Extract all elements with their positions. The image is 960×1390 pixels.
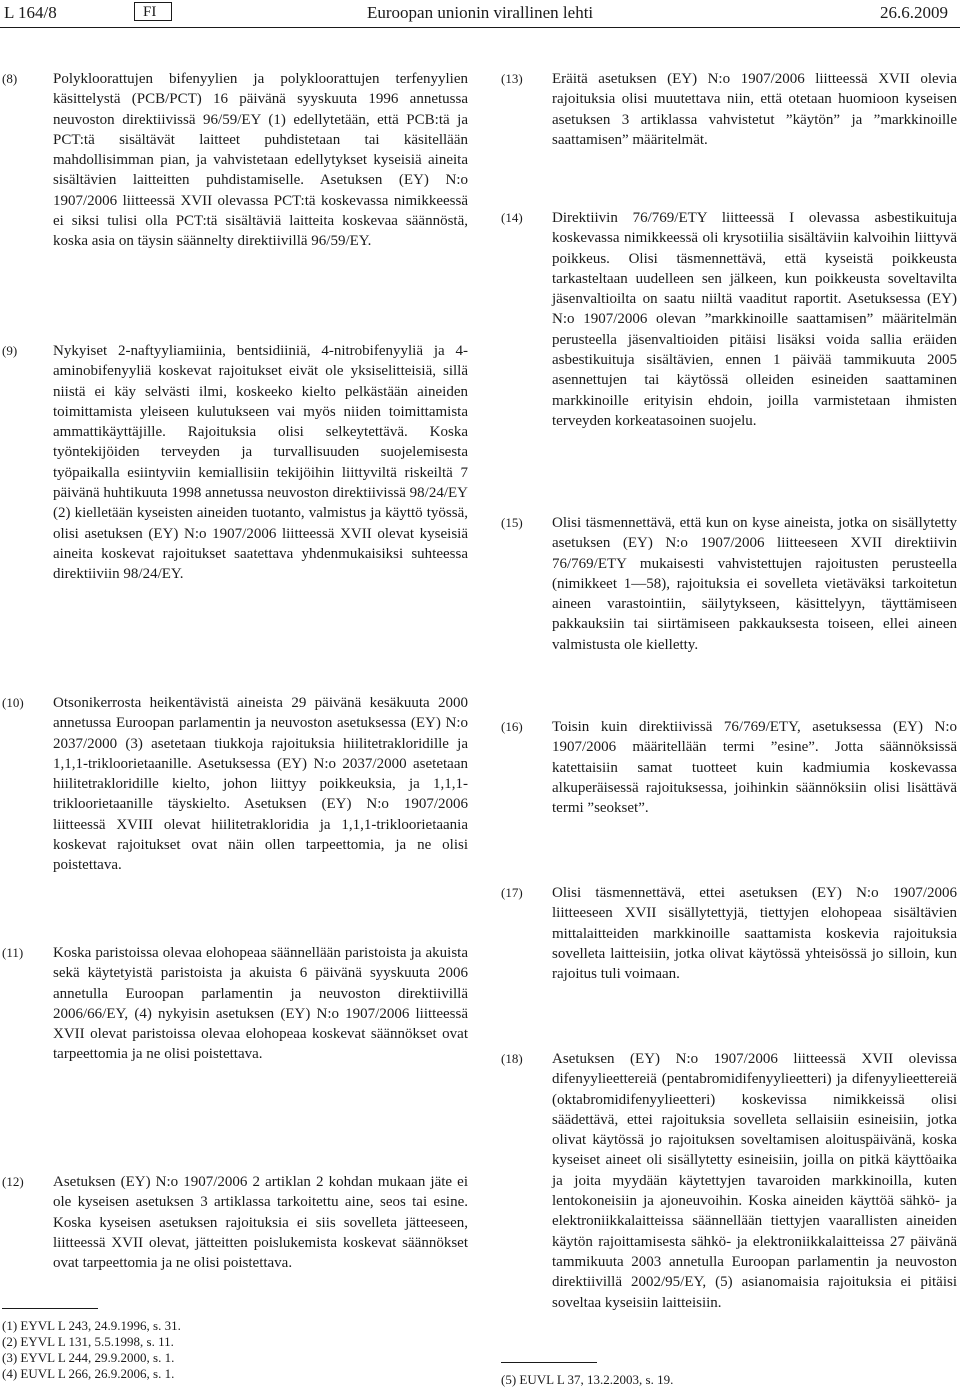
recital-number: (16) <box>501 719 523 734</box>
footnote-rule <box>501 1362 597 1363</box>
language-badge: FI <box>134 2 172 21</box>
recital-text: Nykyiset 2-naftyyliamiinia, bentsidiiniä, 4-nitrobifenyyliä ja 4-aminobifenyyliä koskevat rajoitukset eivät ole yksiselitteisiä, sillä niistä ei käy selvästi ilmi, koskeeko kielto pelkästään aineiden toimittamista yleiseen kulutukseen vai myös niiden toimittamista ammattikäyttäjille. Rajoituksia olisi selkeytettävä. Koska työntekijöiden terveyden ja turvallisuuden suojelemisesta työpaikalla esiintyviin kemiallisiin tekijöihin liittyviltä riskeiltä 7 päivänä huhtikuuta 1998 annetussa neuvoston direktiivissä 98/24/EY (2) kielletään kyseisten aineiden tuotanto, valmistus ja käyttö työssä, olisi asetuksen (EY) N:o 1907/2006 liitteessä XVII olevat kyseisiä aineita koskevat rajoitukset saatettava yhdenmukaisiksi suhteessa direktiiviin 98/24/EY. <box>53 343 468 583</box>
series-page: L 164/8 <box>4 3 57 22</box>
recital-text: Direktiivin 76/769/ETY liitteessä I olevassa asbestikuituja koskevassa nimikkeessä oli krysotiilia sisältäviin kalvoihin liittyvä poikkeus. Olisi täsmennettävä, että kyseistä poikkeusta tarkasteltaan uudelleen sen jälkeen, kun poikkeusta soveltavilta jäsenvaltioilta on saatu niiltä vaaditut raportit. Asetuksessa (EY) N:o 1907/2006 olevan ”markkinoille saattamisen” määritelmän perusteella jäsenvaltioiden pitäisi lisäksi voida sallia eräiden asbestikuituja sisältävien, ennen 1 päivää tammikuuta 2005 asennettujen tai käytössä olleiden esineiden saattaminen markkinoille erityisin ehdoin, joilla varmistetaan ihmisten terveyden korkeatasoinen suojelu. <box>552 210 957 429</box>
recital-number: (9) <box>2 343 18 358</box>
recital-text: Otsonikerrosta heikentävistä aineista 29 päivänä kesäkuuta 2000 annetussa Euroopan parlamentin ja neuvoston asetuksessa (EY) N:o 2037/2000 (3) asetetaan tiukkoja rajoituksia hiilitetrakloridille ja 1,1,1-trikloorietaanille. Asetuksessa (EY) N:o 2037/2000 asetetaan hiilitetrakloridille kielto, johon liittyy poikkeuksia, ja 1,1,1-trikloorietaanille täyskielto. Asetuksen (EY) N:o 1907/2006 liitteessä XVIII olevat hiilitetrakloridia ja 1,1,1-trikloorietaania koskevat rajoitukset ovat näin ollen tarpeettomia, ja ne olisi poistettava. <box>53 695 468 874</box>
journal-title: Euroopan unionin virallinen lehti <box>367 3 594 22</box>
recital-text: Polykloorattujen bifenyylien ja polykloorattujen terfenyylien käsittelystä (PCB/PCT) 16 päivänä syyskuuta 1996 annetussa neuvoston direktiivissä 96/59/EY (1) edellytetään, että PCB:tä ja PCT:tä sisältävät laitteet puhdistetaan tai käsitellään mahdollisimman pian, ja vahvistetaan edellytykset kyseisiä aineita sisältävien laitteitten puhdistamiselle. Asetuksen (EY) N:o 1907/2006 liitteessä XVII olevassa PCT:tä koskevassa nimikkeessä ei siksi tulisi olla PCT:tä sisältäviä laitteita koskevaa säännöstä, koska asia on täysin säännelty direktiivillä 96/59/EY. <box>53 71 468 250</box>
recital-text: Toisin kuin direktiivissä 76/769/ETY, asetuksessa (EY) N:o 1907/2006 määritellään termi ”esine”. Jotta säännöksissä katettaisiin samat tuotteet kuin kadmiumia koskevassa alkuperäisessä rajoituksessa, joihinkin säännöksiin olisi lisättävä termi ”seokset”. <box>552 719 957 817</box>
recital-text: Asetuksen (EY) N:o 1907/2006 liitteessä XVII olevissa difenyylieettereiä (pentabromidifenyylieetteri) ja difenyylieettereiä (oktabromidifenyylieetteri) koskevissa nimikkeissä olisi säädettävä, ettei rajoituksia sovelleta sellaisiin esineisiin, jotka olivat käytössä jo rajoituksen soveltamisen aloituspäivänä, koska kyseiset aineet oli sisällytetty esineisiin, joilla on pitkä käyttöaika ja joita myydään käytettyjen tavaroiden markkinoilla, kuten lentokoneisiin ja ajoneuvoihin. Koska aineiden käyttöä sähkö- ja elektroniikkalaitteissa säännellään tiettyjen vaarallisten aineiden käytön rajoittamisesta sähkö- ja elektroniikkalaitteissa 27 päivänä tammikuuta 2003 annetulla Euroopan parlamentin ja neuvoston direktiivillä 2002/95/EY, (5) asianomaisia rajoituksia ei pitäisi soveltaa kyseisiin laitteisiin. <box>552 1051 957 1311</box>
footnote: (1) EYVL L 243, 24.9.1996, s. 31. <box>2 1318 181 1333</box>
recital-number: (11) <box>2 945 24 960</box>
footnote-rule <box>2 1308 98 1309</box>
recital-number: (18) <box>501 1051 523 1066</box>
recital-number: (14) <box>501 210 523 225</box>
publication-date: 26.6.2009 <box>880 3 948 22</box>
recital-text: Olisi täsmennettävä, että kun on kyse aineista, jotka on sisällytetty asetuksen (EY) N:o 1907/2006 liitteeseen XVII direktiivin 76/769/ETY mukaisesti vahvistettujen rajoitusten perusteella (nimikkeet 1—58), rajoituksia ei sovelleta vietäväksi tarkoitetun aineen varastointiin, säilytykseen, käsittelyyn, täyttämiseen pakkauksiin tai siirtämiseen pakkauksesta toiseen, ellei aineen valmistusta ole kielletty. <box>552 515 957 653</box>
recital-number: (8) <box>2 71 18 86</box>
recital-text: Asetuksen (EY) N:o 1907/2006 2 artiklan 2 kohdan mukaan jäte ei ole kyseisen asetuksen 3 artiklassa tarkoitettu aine, seos tai esine. Koska kyseisen asetuksen rajoituksia ei siis sovelleta jätteeseen, liitteessä XVII olevat, jätteitten poislukemista koskevat säännökset ovat tarpeettomia ja ne olisi poistettava. <box>53 1174 468 1272</box>
recital-number: (17) <box>501 885 523 900</box>
footnote: (3) EYVL L 244, 29.9.2000, s. 1. <box>2 1350 175 1365</box>
footnote: (4) EUVL L 266, 26.9.2006, s. 1. <box>2 1366 175 1381</box>
page-header <box>0 0 960 28</box>
recital-text: Olisi täsmennettävä, ettei asetuksen (EY) N:o 1907/2006 liitteeseen XVII sisällytettyjä, tiettyjen elohopeaa sisältävien mittalaitteiden markkinoille saattamista koskevia rajoituksia sovelleta laitteisiin, jotka olivat käytössä yhteisössä jo silloin, kun rajoitus tuli voimaan. <box>552 885 957 983</box>
recital-text: Koska paristoissa olevaa elohopeaa säännellään paristoista ja akuista sekä käytetyistä paristoista ja akuista 6 päivänä syyskuuta 2006 annetulla Euroopan parlamentin ja neuvoston direktiivillä 2006/66/EY, (4) nykyisin asetuksen (EY) N:o 1907/2006 liitteessä XVII olevat paristoissa olevaa elohopeaa koskevat säännökset ovat tarpeettomia ja ne olisi poistettava. <box>53 945 468 1063</box>
recital-text: Eräitä asetuksen (EY) N:o 1907/2006 liitteessä XVII olevia rajoituksia olisi muutettava niin, että otetaan huomioon kyseisen asetuksen 3 artiklassa vahvistetut ”käytön” ja ”markkinoille saattamisen” määritelmät. <box>552 71 957 148</box>
recital-number: (12) <box>2 1174 24 1189</box>
header-rule <box>0 27 960 28</box>
recital-number: (13) <box>501 71 523 86</box>
footnote: (5) EUVL L 37, 13.2.2003, s. 19. <box>501 1372 674 1387</box>
footnote: (2) EYVL L 131, 5.5.1998, s. 11. <box>2 1334 174 1349</box>
recital-number: (15) <box>501 515 523 530</box>
recital-number: (10) <box>2 695 24 710</box>
